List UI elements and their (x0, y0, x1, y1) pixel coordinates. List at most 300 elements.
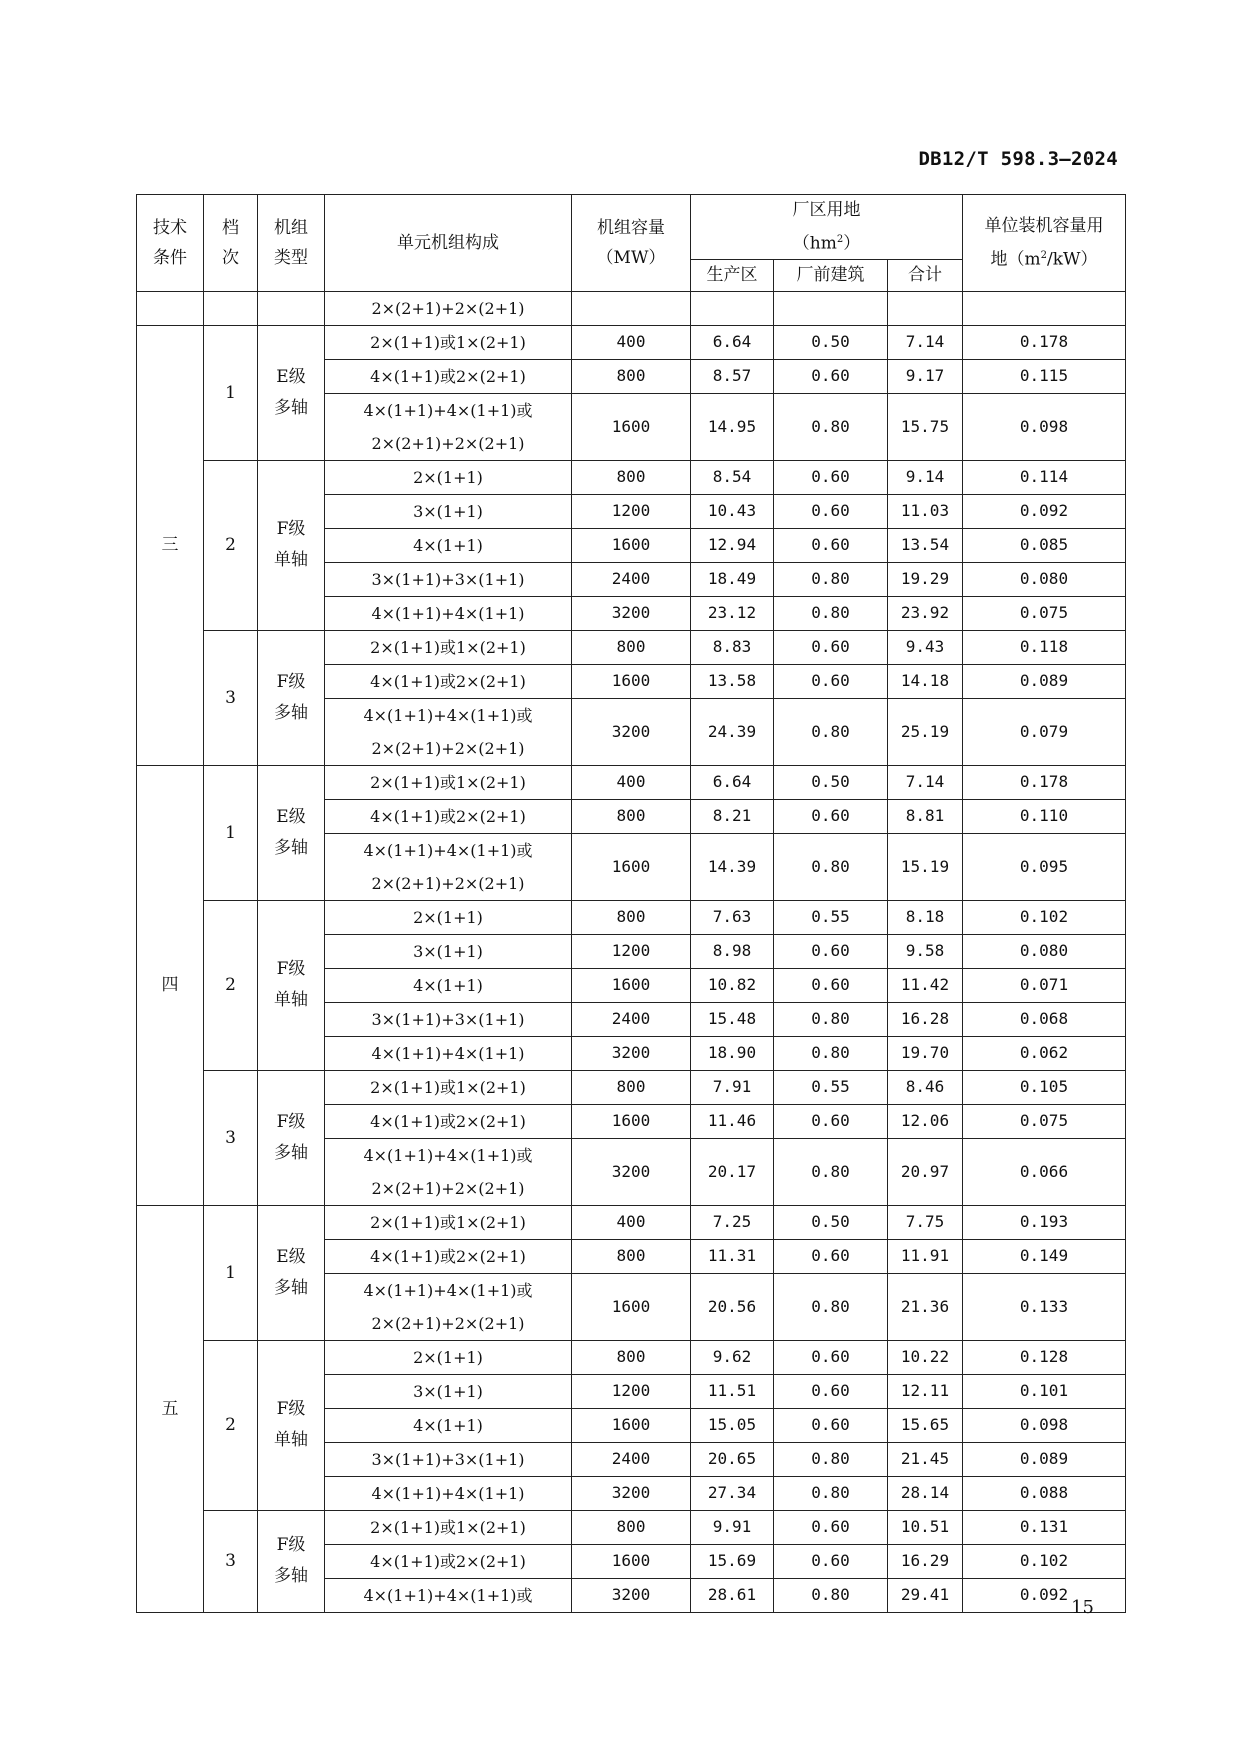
front-building-cell: 0.60 (774, 664, 888, 698)
composition-cell (325, 1138, 572, 1205)
composition-line: 4×(1+1)+4×(1+1) (371, 603, 525, 623)
production-area-cell: 8.98 (691, 934, 774, 968)
unit-land-cell: 0.092 (963, 494, 1126, 528)
capacity-cell: 2400 (572, 562, 691, 596)
capacity-cell: 1200 (572, 934, 691, 968)
front-building-cell: 0.50 (774, 325, 888, 359)
capacity-cell: 1600 (572, 664, 691, 698)
composition-cell (325, 968, 572, 1002)
header-grade-line2: 次 (222, 247, 239, 268)
unit-type-cell (258, 1205, 325, 1340)
grade-cell: 2 (204, 460, 258, 630)
total-cell: 8.46 (888, 1070, 963, 1104)
header-unit-land-line1: 单位装机容量用 (984, 216, 1104, 236)
production-area-cell: 11.46 (691, 1104, 774, 1138)
composition-cell (325, 698, 572, 765)
grade-cell: 3 (204, 630, 258, 765)
total-cell: 29.41 (888, 1578, 963, 1612)
production-area-cell: 20.17 (691, 1138, 774, 1205)
composition-line: 2×(1+1)或1×(2+1) (370, 1517, 526, 1537)
total-cell: 7.14 (888, 325, 963, 359)
capacity-cell: 800 (572, 799, 691, 833)
composition-line: 2×(2+1)+2×(2+1) (371, 738, 525, 758)
unit-land-cell: 0.080 (963, 934, 1126, 968)
composition-line: 2×(2+1)+2×(2+1) (371, 1313, 525, 1333)
unit-type-line: 多轴 (274, 1566, 308, 1587)
grade-cell: 1 (204, 1205, 258, 1340)
grade-cell: 2 (204, 1340, 258, 1510)
production-area-cell: 12.94 (691, 528, 774, 562)
unit-type-line: F级 (276, 671, 306, 692)
capacity-cell: 1200 (572, 494, 691, 528)
front-building-cell: 0.60 (774, 630, 888, 664)
production-area-cell: 28.61 (691, 1578, 774, 1612)
capacity-cell: 1600 (572, 528, 691, 562)
total-cell: 14.18 (888, 664, 963, 698)
capacity-cell: 1600 (572, 1408, 691, 1442)
capacity-cell: 800 (572, 1340, 691, 1374)
table-row (137, 1340, 1126, 1374)
capacity-cell: 1200 (572, 1374, 691, 1408)
unit-type-line: 多轴 (274, 397, 308, 418)
composition-cell (325, 833, 572, 900)
production-area-cell: 10.82 (691, 968, 774, 1002)
composition-cell (325, 1442, 572, 1476)
production-area-cell: 8.57 (691, 359, 774, 393)
composition-line: 2×(1+1)或1×(2+1) (370, 1212, 526, 1232)
total-cell: 8.81 (888, 799, 963, 833)
composition-line: 4×(1+1)+4×(1+1)或 (363, 1280, 533, 1300)
front-building-cell: 0.80 (774, 1476, 888, 1510)
front-building-cell: 0.80 (774, 562, 888, 596)
front-building-cell: 0.55 (774, 900, 888, 934)
composition-line: 2×(2+1)+2×(2+1) (371, 873, 525, 893)
unit-type-cell (258, 765, 325, 900)
production-area-cell: 20.65 (691, 1442, 774, 1476)
header-unit-type-line2: 类型 (274, 247, 308, 268)
capacity-cell: 3200 (572, 698, 691, 765)
tech-condition-cell: 五 (137, 1205, 204, 1612)
unit-land-cell: 0.098 (963, 1408, 1126, 1442)
composition-line: 2×(1+1)或1×(2+1) (370, 772, 526, 792)
unit-land-cell: 0.062 (963, 1036, 1126, 1070)
composition-line: 4×(1+1)或2×(2+1) (370, 1111, 526, 1131)
total-cell: 10.51 (888, 1510, 963, 1544)
front-building-cell: 0.80 (774, 393, 888, 460)
capacity-cell: 1600 (572, 1273, 691, 1340)
front-building-cell: 0.80 (774, 1273, 888, 1340)
total-cell: 23.92 (888, 596, 963, 630)
document-code: DB12/T 598.3—2024 (918, 148, 1118, 170)
total-cell: 12.11 (888, 1374, 963, 1408)
composition-line: 4×(1+1)+4×(1+1)或 (363, 705, 533, 725)
capacity-cell: 800 (572, 1510, 691, 1544)
unit-land-cell: 0.088 (963, 1476, 1126, 1510)
unit-land-cell: 0.080 (963, 562, 1126, 596)
production-area-cell: 10.43 (691, 494, 774, 528)
composition-line: 4×(1+1)+4×(1+1)或 (363, 1145, 533, 1165)
grade-cell: 1 (204, 765, 258, 900)
production-area-cell: 14.39 (691, 833, 774, 900)
header-unit-land-line2: 地$(m^2/kW)$ (990, 249, 1098, 270)
unit-type-line: F级 (276, 519, 306, 540)
front-building-cell: 0.55 (774, 1070, 888, 1104)
total-cell: 16.28 (888, 1002, 963, 1036)
front-building-cell: 0.60 (774, 1374, 888, 1408)
composition-line: 3×(1+1)+3×(1+1) (371, 569, 525, 589)
capacity-cell: 2400 (572, 1002, 691, 1036)
composition-cell (325, 1578, 572, 1612)
composition-line: 4×(1+1)+4×(1+1)或 (363, 400, 533, 420)
unit-land-cell: 0.066 (963, 1138, 1126, 1205)
table-header (137, 195, 1126, 326)
unit-type-line: 多轴 (274, 837, 308, 858)
front-building-cell: 0.60 (774, 1408, 888, 1442)
unit-type-line: 单轴 (274, 990, 308, 1011)
total-cell: 20.97 (888, 1138, 963, 1205)
total-cell: 16.29 (888, 1544, 963, 1578)
unit-land-cell: 0.178 (963, 325, 1126, 359)
composition-cell (325, 1002, 572, 1036)
total-cell: 7.14 (888, 765, 963, 799)
total-cell: 21.45 (888, 1442, 963, 1476)
unit-type-line: F级 (276, 959, 306, 980)
header-capacity-line1: 机组容量 (597, 217, 665, 238)
header-capacity (572, 195, 691, 292)
composition-line: 3×(1+1)+3×(1+1) (371, 1009, 525, 1029)
unit-land-cell: 0.114 (963, 460, 1126, 494)
composition-line: 4×(1+1)或2×(2+1) (370, 366, 526, 386)
production-area-cell: 8.54 (691, 460, 774, 494)
composition-line: 4×(1+1)+4×(1+1) (371, 1483, 525, 1503)
tech-condition-cell: 四 (137, 765, 204, 1205)
total-cell: 10.22 (888, 1340, 963, 1374)
front-building-cell: 0.60 (774, 528, 888, 562)
header-unit-land (963, 195, 1126, 292)
grade-cell: 1 (204, 325, 258, 460)
composition-line: 4×(1+1)或2×(2+1) (370, 1551, 526, 1571)
unit-land-cell: 0.085 (963, 528, 1126, 562)
capacity-cell: 3200 (572, 1476, 691, 1510)
unit-land-cell: 0.178 (963, 765, 1126, 799)
unit-land-cell: 0.075 (963, 596, 1126, 630)
header-land-title: 厂区用地 (792, 200, 861, 220)
production-area-cell: 9.62 (691, 1340, 774, 1374)
capacity-cell: 3200 (572, 1138, 691, 1205)
composition-cell (325, 1070, 572, 1104)
front-building-cell: 0.60 (774, 968, 888, 1002)
total-cell: 25.19 (888, 698, 963, 765)
composition-line: 2×(2+1)+2×(2+1) (371, 433, 525, 453)
capacity-cell: 800 (572, 460, 691, 494)
capacity-cell: 3200 (572, 1578, 691, 1612)
front-building-cell: 0.60 (774, 1510, 888, 1544)
capacity-cell: 400 (572, 765, 691, 799)
production-area-cell: 15.48 (691, 1002, 774, 1036)
production-area-cell: 7.63 (691, 900, 774, 934)
tech-condition-cell: 三 (137, 325, 204, 765)
front-building-cell: 0.80 (774, 1578, 888, 1612)
capacity-cell: 3200 (572, 1036, 691, 1070)
unit-type-line: E级 (276, 1246, 306, 1267)
total-cell: 21.36 (888, 1273, 963, 1340)
unit-type-line: 多轴 (274, 1277, 308, 1298)
composition-cell (325, 460, 572, 494)
total-cell: 9.43 (888, 630, 963, 664)
capacity-cell: 800 (572, 359, 691, 393)
unit-land-cell: 0.079 (963, 698, 1126, 765)
composition-cell (325, 799, 572, 833)
production-area-cell: 7.91 (691, 1070, 774, 1104)
unit-land-cell: 0.131 (963, 1510, 1126, 1544)
composition-line: 2×(1+1)或1×(2+1) (370, 1077, 526, 1097)
composition-cell (325, 1239, 572, 1273)
capacity-cell: 800 (572, 1070, 691, 1104)
composition-cell (325, 393, 572, 460)
production-area-cell: 6.64 (691, 765, 774, 799)
capacity-cell: 400 (572, 325, 691, 359)
unit-type-cell (258, 630, 325, 765)
unit-land-cell: 0.092 (963, 1578, 1126, 1612)
front-building-cell: 0.50 (774, 765, 888, 799)
unit-type-cell (258, 1070, 325, 1205)
total-cell: 15.75 (888, 393, 963, 460)
total-cell: 7.75 (888, 1205, 963, 1239)
front-building-cell: 0.60 (774, 799, 888, 833)
unit-type-cell (258, 900, 325, 1070)
production-area-cell: 20.56 (691, 1273, 774, 1340)
composition-cell (325, 765, 572, 799)
production-area-cell: 13.58 (691, 664, 774, 698)
front-building-cell: 0.60 (774, 494, 888, 528)
table-body (137, 325, 1126, 1612)
front-building-cell: 0.80 (774, 596, 888, 630)
composition-line: 4×(1+1)+4×(1+1) (371, 1043, 525, 1063)
composition-line: 4×(1+1)或2×(2+1) (370, 1246, 526, 1266)
unit-land-cell: 0.102 (963, 1544, 1126, 1578)
unit-land-cell: 0.089 (963, 1442, 1126, 1476)
composition-line: 4×(1+1)或2×(2+1) (370, 671, 526, 691)
composition-cell (325, 1104, 572, 1138)
header-tech-line2: 条件 (153, 247, 187, 268)
front-building-cell: 0.60 (774, 1340, 888, 1374)
table-row (137, 291, 1126, 325)
total-cell: 28.14 (888, 1476, 963, 1510)
capacity-cell: 1600 (572, 1544, 691, 1578)
composition-line: 4×(1+1) (413, 975, 483, 995)
composition-cell (325, 1374, 572, 1408)
unit-type-line: F级 (276, 1111, 306, 1132)
production-area-cell: 23.12 (691, 596, 774, 630)
table-row (137, 765, 1126, 799)
header-land (691, 195, 963, 260)
composition-cell (325, 1036, 572, 1070)
production-area-cell: 15.69 (691, 1544, 774, 1578)
unit-type-cell (258, 1340, 325, 1510)
composition-line: 2×(1+1)或1×(2+1) (370, 332, 526, 352)
unit-land-cell: 0.075 (963, 1104, 1126, 1138)
composition-line: 4×(1+1) (413, 1415, 483, 1435)
capacity-cell: 800 (572, 630, 691, 664)
unit-land-cell: 0.115 (963, 359, 1126, 393)
unit-type-line: F级 (276, 1535, 306, 1556)
production-area-cell: 8.83 (691, 630, 774, 664)
capacity-cell: 1600 (572, 833, 691, 900)
total-cell: 9.58 (888, 934, 963, 968)
header-capacity-line2: （MW） (596, 247, 666, 268)
production-area-cell: 6.64 (691, 325, 774, 359)
composition-cell (325, 1544, 572, 1578)
unit-land-cell: 0.101 (963, 1374, 1126, 1408)
capacity-cell: 800 (572, 900, 691, 934)
composition-line: 2×(1+1)或1×(2+1) (370, 637, 526, 657)
table-row (137, 460, 1126, 494)
carryover-composition: 2×(2+1)+2×(2+1) (325, 291, 572, 325)
unit-land-cell: 0.071 (963, 968, 1126, 1002)
total-cell: 12.06 (888, 1104, 963, 1138)
total-cell: 9.17 (888, 359, 963, 393)
unit-land-cell: 0.098 (963, 393, 1126, 460)
composition-line: 2×(1+1) (413, 907, 483, 927)
unit-type-line: 单轴 (274, 1430, 308, 1451)
capacity-cell: 2400 (572, 1442, 691, 1476)
composition-cell (325, 630, 572, 664)
total-cell: 19.70 (888, 1036, 963, 1070)
production-area-cell: 14.95 (691, 393, 774, 460)
production-area-cell: 9.91 (691, 1510, 774, 1544)
composition-line: 3×(1+1) (413, 1381, 483, 1401)
grade-cell: 3 (204, 1510, 258, 1612)
unit-land-cell: 0.105 (963, 1070, 1126, 1104)
total-cell: 11.42 (888, 968, 963, 1002)
unit-land-cell: 0.089 (963, 664, 1126, 698)
header-grade-line1: 档 (222, 217, 239, 238)
unit-land-cell: 0.095 (963, 833, 1126, 900)
composition-cell (325, 1205, 572, 1239)
header-land-unit: $(hm^2)$ (792, 233, 861, 254)
capacity-cell: 1600 (572, 1104, 691, 1138)
production-area-cell: 11.31 (691, 1239, 774, 1273)
header-front-building: 厂前建筑 (774, 259, 888, 291)
unit-land-cell: 0.118 (963, 630, 1126, 664)
front-building-cell: 0.80 (774, 1442, 888, 1476)
unit-land-cell: 0.068 (963, 1002, 1126, 1036)
unit-land-cell: 0.102 (963, 900, 1126, 934)
unit-land-cell: 0.149 (963, 1239, 1126, 1273)
composition-cell (325, 596, 572, 630)
composition-line: 3×(1+1) (413, 941, 483, 961)
production-area-cell: 24.39 (691, 698, 774, 765)
composition-cell (325, 494, 572, 528)
table-row (137, 630, 1126, 664)
capacity-cell: 1600 (572, 968, 691, 1002)
front-building-cell: 0.80 (774, 1036, 888, 1070)
capacity-cell: 400 (572, 1205, 691, 1239)
table-row (137, 1510, 1126, 1544)
front-building-cell: 0.50 (774, 1205, 888, 1239)
composition-cell (325, 934, 572, 968)
total-cell: 11.91 (888, 1239, 963, 1273)
unit-land-cell: 0.110 (963, 799, 1126, 833)
front-building-cell: 0.60 (774, 1544, 888, 1578)
front-building-cell: 0.60 (774, 934, 888, 968)
total-cell: 8.18 (888, 900, 963, 934)
unit-type-cell (258, 325, 325, 460)
header-unit-type (258, 195, 325, 292)
table-row (137, 1070, 1126, 1104)
composition-cell (325, 528, 572, 562)
table-row (137, 900, 1126, 934)
front-building-cell: 0.60 (774, 359, 888, 393)
unit-type-line: E级 (276, 806, 306, 827)
composition-line: 4×(1+1)或2×(2+1) (370, 806, 526, 826)
unit-type-line: E级 (276, 366, 306, 387)
composition-cell (325, 1476, 572, 1510)
header-tech-line1: 技术 (153, 217, 187, 238)
page-number: 15 (1071, 1597, 1094, 1618)
table-row (137, 325, 1126, 359)
composition-cell (325, 1408, 572, 1442)
capacity-cell: 800 (572, 1239, 691, 1273)
unit-type-cell (258, 460, 325, 630)
production-area-cell: 8.21 (691, 799, 774, 833)
front-building-cell: 0.60 (774, 1104, 888, 1138)
composition-line: 2×(1+1) (413, 1347, 483, 1367)
unit-type-line: 多轴 (274, 702, 308, 723)
land-use-table (136, 194, 1126, 1613)
table-row (137, 1205, 1126, 1239)
front-building-cell: 0.80 (774, 698, 888, 765)
unit-land-cell: 0.193 (963, 1205, 1126, 1239)
header-grade (204, 195, 258, 292)
total-cell: 15.65 (888, 1408, 963, 1442)
composition-cell (325, 900, 572, 934)
header-unit-type-line1: 机组 (274, 217, 308, 238)
capacity-cell: 3200 (572, 596, 691, 630)
total-cell: 11.03 (888, 494, 963, 528)
production-area-cell: 15.05 (691, 1408, 774, 1442)
header-tech-condition (137, 195, 204, 292)
composition-line: 4×(1+1)+4×(1+1)或 (363, 1585, 533, 1605)
composition-cell (325, 562, 572, 596)
total-cell: 19.29 (888, 562, 963, 596)
unit-land-cell: 0.128 (963, 1340, 1126, 1374)
composition-line: 3×(1+1)+3×(1+1) (371, 1449, 525, 1469)
unit-type-line: 单轴 (274, 550, 308, 571)
production-area-cell: 18.49 (691, 562, 774, 596)
front-building-cell: 0.80 (774, 1138, 888, 1205)
production-area-cell: 7.25 (691, 1205, 774, 1239)
composition-cell (325, 1340, 572, 1374)
composition-cell (325, 664, 572, 698)
composition-cell (325, 325, 572, 359)
total-cell: 13.54 (888, 528, 963, 562)
unit-type-line: F级 (276, 1399, 306, 1420)
total-cell: 15.19 (888, 833, 963, 900)
composition-cell (325, 1273, 572, 1340)
front-building-cell: 0.60 (774, 460, 888, 494)
unit-type-cell (258, 1510, 325, 1612)
composition-line: 2×(2+1)+2×(2+1) (371, 1178, 525, 1198)
grade-cell: 3 (204, 1070, 258, 1205)
production-area-cell: 11.51 (691, 1374, 774, 1408)
production-area-cell: 27.34 (691, 1476, 774, 1510)
header-composition: 单元机组构成 (325, 195, 572, 292)
unit-land-cell: 0.133 (963, 1273, 1126, 1340)
composition-cell (325, 1510, 572, 1544)
unit-type-line: 多轴 (274, 1142, 308, 1163)
front-building-cell: 0.80 (774, 1002, 888, 1036)
